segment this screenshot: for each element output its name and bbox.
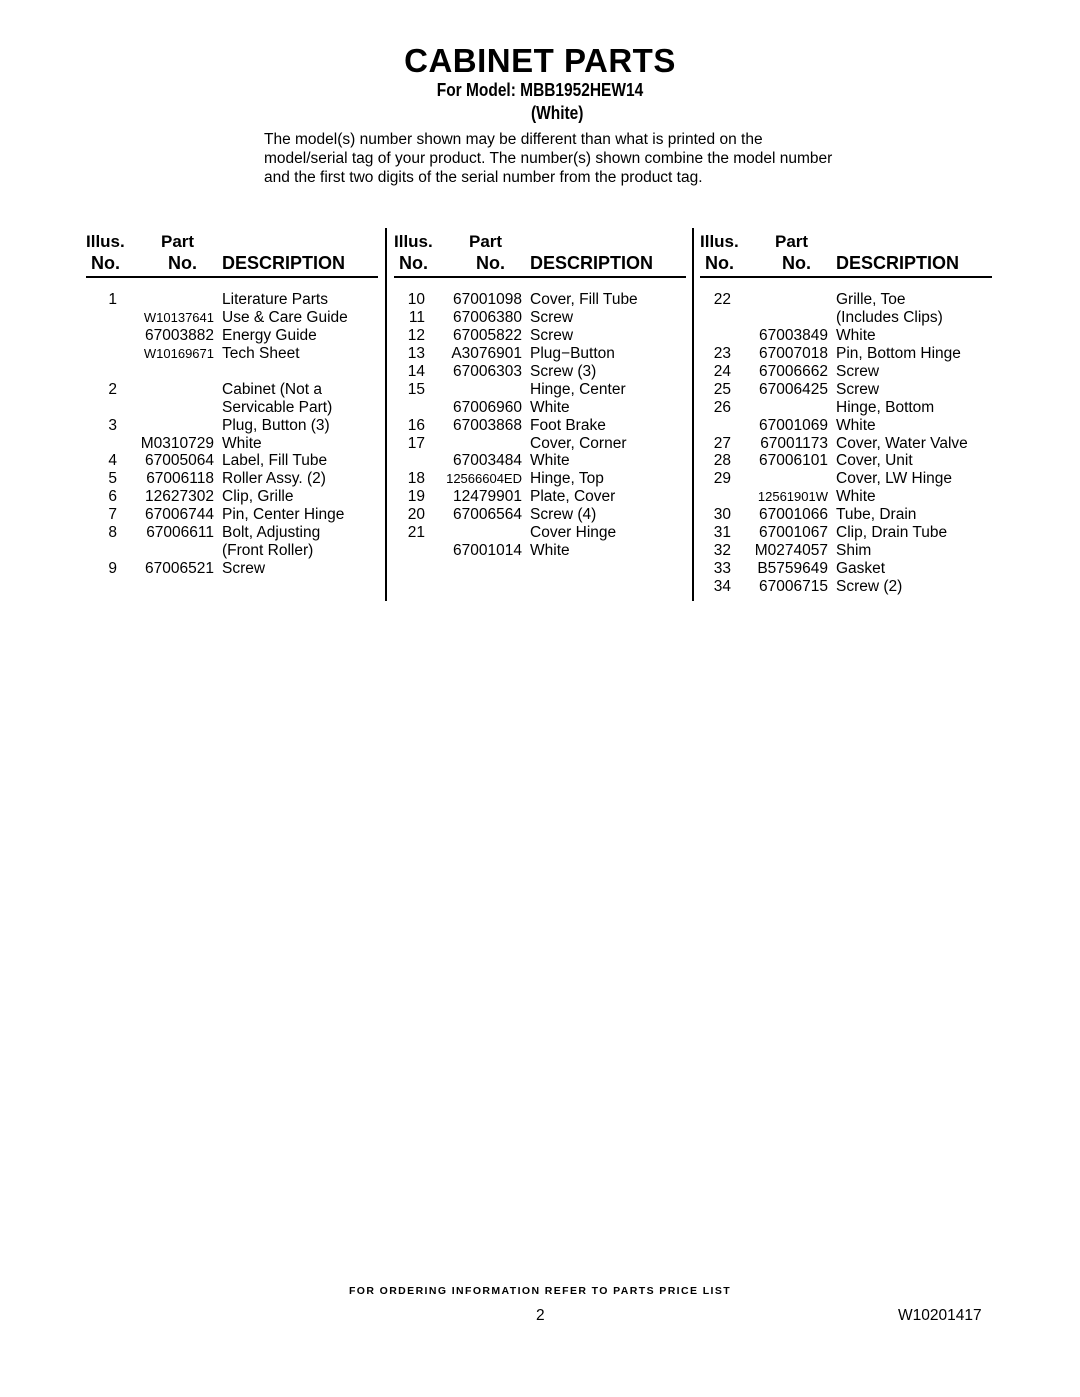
header-illus-no: No.	[399, 253, 428, 273]
table-row	[700, 417, 992, 435]
table-row	[394, 470, 686, 488]
illus-number: 2	[108, 380, 117, 398]
part-description: White	[222, 434, 262, 452]
part-description: Plate, Cover	[530, 488, 616, 506]
part-description: Energy Guide	[222, 326, 317, 344]
part-description: Cover, Unit	[836, 452, 913, 470]
table-row	[86, 542, 378, 560]
part-number: 67001069	[759, 416, 828, 434]
part-description: Servicable Part)	[222, 398, 333, 416]
table-row	[700, 488, 992, 506]
illus-number: 34	[713, 578, 731, 595]
part-number: A3076901	[451, 344, 522, 362]
part-description: Screw	[530, 308, 574, 326]
part-number: 67006425	[759, 380, 828, 398]
illus-number: 28	[713, 452, 731, 470]
part-description: Plug−Button	[530, 344, 615, 362]
illus-number: 5	[108, 470, 117, 488]
part-number: 67006303	[453, 362, 522, 380]
part-description: Cover, Fill Tube	[530, 291, 638, 308]
part-number: 67006744	[145, 506, 214, 524]
illus-number: 26	[713, 398, 731, 416]
illus-number: 13	[407, 344, 425, 362]
model-note: The model(s) number shown may be different than what is printed on the model/serial tag of your product. The number(s) shown combine the model number and the first two digits of the serial number from the product tag.	[264, 131, 833, 186]
table-row	[394, 488, 686, 506]
header-part-no: No.	[782, 253, 811, 273]
table-row	[86, 560, 378, 578]
table-row	[86, 327, 378, 345]
part-number: 67003849	[759, 326, 828, 344]
table-row	[700, 560, 992, 578]
column-header	[86, 228, 378, 278]
table-row	[86, 524, 378, 542]
part-description: Screw (3)	[530, 362, 597, 380]
parts-column-2	[394, 228, 686, 560]
part-description: Cover, Corner	[530, 434, 627, 452]
part-number: 67007018	[759, 344, 828, 362]
parts-column-3	[700, 228, 992, 596]
part-description: Clip, Grille	[222, 488, 294, 506]
part-number: B5759649	[757, 560, 828, 578]
part-description: (Includes Clips)	[836, 308, 943, 326]
header-illus: Illus.	[86, 232, 125, 251]
illus-number: 4	[108, 452, 117, 470]
part-description: White	[530, 452, 570, 470]
table-row	[86, 399, 378, 417]
table-row	[394, 524, 686, 542]
illus-number: 12	[407, 326, 425, 344]
table-row	[700, 578, 992, 596]
part-description: Shim	[836, 542, 872, 560]
table-row	[700, 470, 992, 488]
table-row	[394, 309, 686, 327]
part-description: Cover, LW Hinge	[836, 470, 953, 488]
part-description: Cover, Water Valve	[836, 434, 968, 452]
illus-number: 29	[713, 470, 731, 488]
table-row	[86, 435, 378, 453]
part-description: Screw (4)	[530, 506, 597, 524]
part-description: Screw	[222, 560, 266, 578]
table-row	[700, 345, 992, 363]
part-number: 67006101	[759, 452, 828, 470]
illus-number: 20	[407, 506, 425, 524]
part-description: Foot Brake	[530, 416, 606, 434]
part-number: 67006521	[145, 560, 214, 578]
part-number: 67001173	[760, 434, 828, 452]
part-description: Roller Assy. (2)	[222, 470, 326, 488]
part-description: Use & Care Guide	[222, 308, 348, 326]
part-number: 67003868	[453, 416, 522, 434]
table-row	[394, 399, 686, 417]
part-description: White	[836, 488, 876, 506]
part-description: Screw	[836, 380, 880, 398]
part-number: W10137641	[143, 309, 214, 325]
part-number: 67003882	[145, 326, 214, 344]
table-row	[86, 291, 378, 309]
part-description: (Front Roller)	[222, 542, 314, 560]
table-row	[394, 542, 686, 560]
part-number: 67006611	[146, 524, 214, 542]
column-divider	[385, 228, 387, 601]
column-divider	[692, 228, 694, 601]
part-number: 12479901	[453, 488, 522, 506]
table-row	[700, 327, 992, 345]
part-number: W10169671	[143, 345, 214, 361]
illus-number: 9	[108, 560, 117, 578]
part-number: 67006564	[453, 506, 522, 524]
part-description: White	[836, 416, 876, 434]
illus-number: 31	[713, 524, 731, 542]
part-number: 67006662	[759, 362, 828, 380]
table-row	[700, 435, 992, 453]
part-description: Tube, Drain	[836, 506, 917, 524]
part-number: 67001014	[453, 542, 522, 560]
part-number: 67006715	[759, 578, 828, 595]
part-description: White	[530, 398, 570, 416]
illus-number: 33	[713, 560, 731, 578]
illus-number: 14	[407, 362, 425, 380]
page-title: CABINET PARTS	[404, 42, 676, 79]
part-number: M0274057	[754, 542, 828, 560]
part-number: 67005822	[453, 326, 522, 344]
table-row	[700, 524, 992, 542]
part-description: Grille, Toe	[836, 291, 906, 308]
header-description: DESCRIPTION	[222, 253, 346, 273]
table-row	[394, 435, 686, 453]
part-description: Cover Hinge	[530, 524, 617, 542]
part-number: 67001066	[759, 506, 828, 524]
illus-number: 23	[713, 344, 731, 362]
header-illus-no: No.	[705, 253, 734, 273]
part-number: 67001067	[759, 524, 828, 542]
header-part: Part	[775, 232, 809, 251]
ordering-footer: FOR ORDERING INFORMATION REFER TO PARTS PRICE LIST	[348, 1285, 732, 1297]
table-row	[394, 506, 686, 524]
table-row	[700, 363, 992, 381]
illus-number: 8	[108, 524, 117, 542]
illus-number: 22	[713, 291, 731, 308]
column-header	[700, 228, 992, 278]
color-line: (White)	[531, 103, 584, 123]
header-part-no: No.	[476, 253, 505, 273]
table-row	[394, 381, 686, 399]
illus-number: 21	[407, 524, 425, 542]
illus-number: 18	[407, 470, 425, 488]
table-row	[394, 291, 686, 309]
part-description: Cabinet (Not a	[222, 380, 322, 398]
header-part-no: No.	[168, 253, 197, 273]
part-number: 67006960	[453, 398, 522, 416]
table-row	[86, 345, 378, 363]
illus-number: 32	[713, 542, 731, 560]
illus-number: 1	[108, 291, 117, 308]
table-row	[700, 291, 992, 309]
part-description: Pin, Center Hinge	[222, 506, 345, 524]
table-row	[394, 327, 686, 345]
illus-number: 27	[713, 434, 731, 452]
part-description: Bolt, Adjusting	[222, 524, 321, 542]
illus-number: 30	[713, 506, 731, 524]
illus-number: 10	[407, 291, 425, 308]
illus-number: 3	[108, 416, 117, 434]
table-row	[700, 399, 992, 417]
header-illus: Illus.	[700, 232, 739, 251]
header-illus-no: No.	[91, 253, 120, 273]
illus-number: 25	[713, 380, 731, 398]
part-description: Screw (2)	[836, 578, 903, 595]
table-row	[700, 309, 992, 327]
table-row	[700, 542, 992, 560]
part-number: 67001098	[453, 291, 522, 308]
table-row	[86, 417, 378, 435]
table-row	[86, 452, 378, 470]
part-number: 12561901W	[757, 489, 828, 505]
header-illus: Illus.	[394, 232, 433, 251]
table-row	[700, 381, 992, 399]
page-number: 2	[536, 1307, 545, 1324]
table-row	[86, 381, 378, 399]
table-row	[86, 309, 378, 327]
column-header	[394, 228, 686, 278]
parts-list	[86, 278, 378, 578]
illus-number: 19	[407, 488, 425, 506]
parts-column-1	[86, 228, 378, 578]
table-row	[700, 452, 992, 470]
part-description: Pin, Bottom Hinge	[836, 344, 961, 362]
part-number: 12627302	[145, 488, 214, 506]
part-number: 12566604ED	[446, 471, 522, 487]
table-row	[700, 506, 992, 524]
table-row	[394, 363, 686, 381]
parts-list	[700, 278, 992, 596]
illus-number: 6	[108, 488, 117, 506]
illus-number: 15	[407, 380, 425, 398]
part-description: Screw	[836, 362, 880, 380]
table-row	[86, 363, 378, 381]
part-description: Plug, Button (3)	[222, 416, 330, 434]
illus-number: 11	[408, 308, 425, 326]
table-row	[394, 417, 686, 435]
table-row	[86, 488, 378, 506]
part-description: White	[530, 542, 570, 560]
part-description: White	[836, 326, 876, 344]
part-description: Gasket	[836, 560, 886, 578]
parts-list	[394, 278, 686, 560]
part-description: Screw	[530, 326, 574, 344]
table-row	[86, 506, 378, 524]
part-description: Tech Sheet	[222, 344, 300, 362]
part-number: 67003484	[453, 452, 522, 470]
model-line: For Model: MBB1952HEW14	[436, 80, 644, 100]
part-description: Literature Parts	[222, 291, 328, 308]
illus-number: 7	[108, 506, 117, 524]
part-description: Hinge, Center	[530, 380, 626, 398]
part-number: 67006118	[146, 470, 214, 488]
illus-number: 17	[407, 434, 425, 452]
part-description: Clip, Drain Tube	[836, 524, 948, 542]
header-part: Part	[469, 232, 503, 251]
part-description: Label, Fill Tube	[222, 452, 328, 470]
illus-number: 16	[407, 416, 425, 434]
table-row	[394, 452, 686, 470]
document-number: W10201417	[898, 1307, 982, 1324]
table-row	[86, 470, 378, 488]
part-description: Hinge, Top	[530, 470, 604, 488]
part-number: M0310729	[140, 434, 214, 452]
table-row	[394, 345, 686, 363]
header-part: Part	[161, 232, 195, 251]
header-description: DESCRIPTION	[836, 253, 960, 273]
part-number: 67006380	[453, 308, 522, 326]
illus-number: 24	[713, 362, 731, 380]
part-number: 67005064	[145, 452, 214, 470]
header-description: DESCRIPTION	[530, 253, 654, 273]
part-description: Hinge, Bottom	[836, 398, 935, 416]
